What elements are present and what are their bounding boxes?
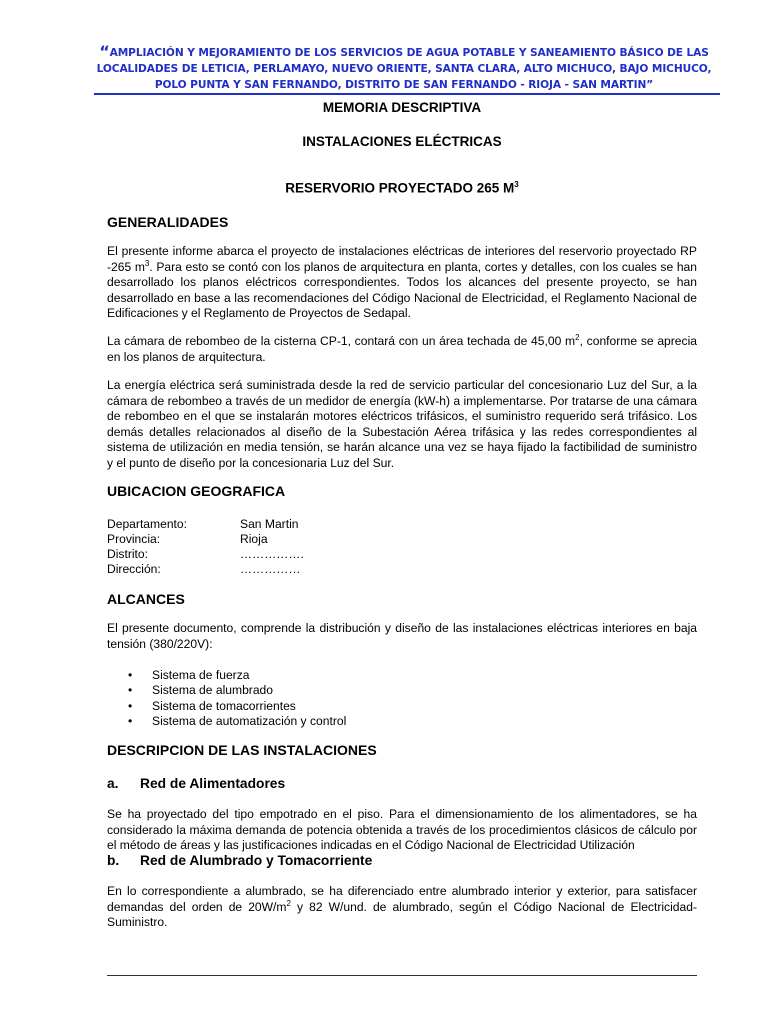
subheading-letter: a.: [107, 776, 119, 791]
gen-p2-a: La cámara de rebombeo de la cisterna CP-1, contará con un área techada de 45,00 m: [107, 334, 576, 348]
gen-p2-b: , conforme se aprecia en los planos de arquitectura.: [107, 334, 697, 364]
gen-p2-sup: 2: [575, 332, 580, 342]
header-open-quote: “: [99, 42, 110, 61]
heading-alcances: ALCANCES: [107, 591, 185, 607]
header-divider: [94, 93, 720, 95]
subheading-alimentadores: [107, 776, 285, 791]
location-value: …………….: [240, 547, 304, 561]
heading-descripcion: DESCRIPCION DE LAS INSTALACIONES: [107, 742, 377, 758]
paragraph-generalidades-2: [107, 334, 697, 365]
subheading-title: Red de Alimentadores: [140, 776, 286, 791]
title-reservorio: [106, 180, 698, 196]
alcances-list: [128, 668, 346, 729]
paragraph-alimentadores: Se ha proyectado del tipo empotrado en el piso. Para el dimensionamiento de los alimentadores, se ha considerado la máxima demanda de potencia obtenida a través de los procedimientos clásicos de cálculo por el método de áreas y las justificaciones indicadas en el Código Nacional de Electricidad Utilización: [107, 807, 697, 852]
heading-ubicacion: UBICACION GEOGRAFICA: [107, 483, 286, 499]
list-item: • Sistema de fuerza: [128, 668, 346, 683]
paragraph-alumbrado: [107, 884, 697, 931]
title-reservorio-sup: 3: [514, 180, 519, 189]
gen-p1-b: . Para esto se contó con los planos de arquitectura en planta, cortes y detalles, con los cuales se han desarrollado los planos eléctricos correspondientes. Todos los alcances del presente proyecto, se han desarrollado en base a las recomendaciones del Código Nacional de Electricidad, el Reglamento Nacional de Edificaciones y el Reglamento de Proyectos de Sedapal.: [107, 259, 698, 320]
paragraph-generalidades-3: La energía eléctrica será suministrada desde la red de servicio particular del concesionario Luz del Sur, a la cámara de rebombeo a través de un medidor de energía (kW-h) a implementarse. Por tratarse de una cámara de rebombeo en el que se instalarán motores eléctricos trifásicos, el suministro requerido será trifásico. Los demás detalles relacionados al diseño de la Subestación Aérea trifásica y las redes correspondientes al sistema de utilización en media tensión, se harán alcance una vez se haya fijado la factibilidad de suministro y el punto de diseño por la concesionaria Luz del Sur.: [107, 378, 697, 470]
alumbrado-sup: 2: [286, 898, 291, 908]
location-row: [107, 547, 304, 562]
location-row: [107, 532, 304, 547]
location-label: Departamento:: [107, 517, 187, 531]
alumbrado-text-a: En lo correspondiente a alumbrado, se ha diferenciado entre alumbrado interior y exterior, para satisfacer demandas del orden de 20W/m: [107, 884, 697, 914]
list-item: • Sistema de automatización y control: [128, 714, 346, 729]
paragraph-alcances: El presente documento, comprende la distribución y diseño de las instalaciones eléctricas interiores en baja tensión (380/220V):: [107, 621, 697, 651]
heading-generalidades: GENERALIDADES: [107, 214, 229, 230]
title-reservorio-text: RESERVORIO PROYECTADO 265 M: [285, 180, 515, 196]
location-table: [107, 517, 304, 577]
subheading-letter: b.: [107, 853, 120, 868]
title-memoria: MEMORIA DESCRIPTIVA: [322, 100, 482, 115]
header-text: AMPLIACIÓN Y MEJORAMIENTO DE LOS SERVICIOS DE AGUA POTABLE Y SANEAMIENTO BÁSICO DE LAS LOCALIDADES DE LETICIA, PERLAMAYO, NUEVO ORIENTE, SANTA CLARA, ALTO MICHUCO, BAJO MICHUCO, POLO PUNTA Y SAN FERNANDO, DISTRITO DE SAN FERNANDO - RIOJA - SAN MARTIN”: [96, 47, 712, 91]
location-label: Dirección:: [107, 562, 161, 576]
location-label: Distrito:: [107, 547, 148, 561]
gen-p1-sup: 3: [144, 258, 150, 268]
paragraph-generalidades-1: [107, 244, 697, 322]
list-item: • Sistema de tomacorrientes: [128, 699, 346, 714]
list-item: • Sistema de alumbrado: [128, 683, 346, 698]
subheading-alumbrado: [107, 853, 372, 868]
alumbrado-text-b: y 82 W/und. de alumbrado, según el Código Nacional de Electricidad-Suministro.: [107, 899, 697, 929]
gen-p1-a: El presente informe abarca el proyecto de instalaciones eléctricas de interiores del reservorio proyectado RP -265 m: [107, 244, 697, 274]
footer-divider: [107, 975, 697, 976]
location-value: Rioja: [240, 532, 268, 546]
title-instalaciones: INSTALACIONES ELÉCTRICAS: [302, 134, 502, 149]
location-value: ……………: [240, 562, 301, 576]
location-label: Provincia:: [107, 532, 161, 546]
location-value: San Martin: [240, 517, 299, 531]
subheading-title: Red de Alumbrado y Tomacorriente: [140, 853, 373, 868]
project-header: [88, 44, 720, 93]
location-row: [107, 517, 304, 532]
location-row: [107, 562, 304, 577]
